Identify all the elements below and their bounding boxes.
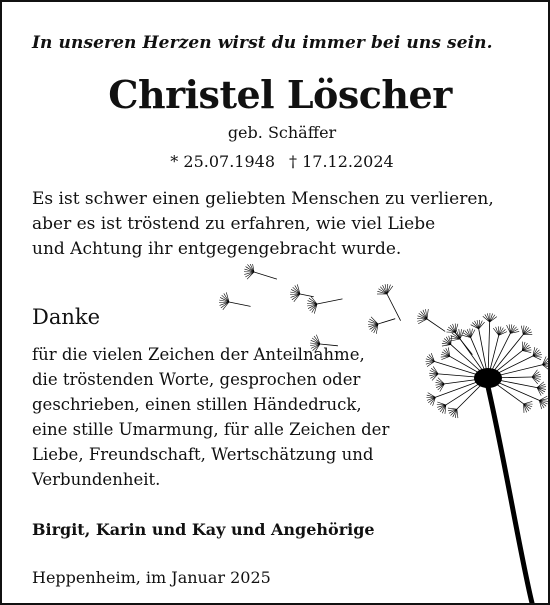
quote-line: und Achtung ihr entgegengebracht wurde. — [32, 239, 402, 259]
thanks-line: geschrieben, einen stillen Händedruck, — [32, 395, 362, 414]
quote-line: Es ist schwer einen geliebten Menschen zu verlieren, — [32, 189, 494, 209]
signers-line: Birgit, Karin und Kay und Angehörige — [32, 520, 375, 539]
thanks-line: eine stille Umarmung, für alle Zeichen der — [32, 420, 390, 439]
quote-block — [32, 187, 542, 262]
thanks-text — [32, 342, 389, 492]
dandelion-seeds-icon — [425, 313, 548, 418]
thanks-line: die tröstenden Worte, gesprochen oder — [32, 370, 361, 389]
birth-date: * 25.07.1948 — [170, 152, 275, 171]
thanks-line: Liebe, Freundschaft, Wertschätzung und — [32, 445, 374, 464]
birth-name: geb. Schäffer — [227, 123, 337, 142]
thanks-heading: Danke — [32, 305, 101, 329]
thanks-line: für die vielen Zeichen der Anteilnahme, — [32, 345, 365, 364]
deceased-name: Christel Löscher — [108, 72, 452, 117]
life-dates — [2, 152, 550, 171]
motto-line: In unseren Herzen wirst du immer bei uns sein. — [32, 33, 493, 53]
thanks-line: Verbundenheit. — [32, 470, 161, 489]
place-date: Heppenheim, im Januar 2025 — [32, 568, 271, 587]
quote-line: aber es ist tröstend zu erfahren, wie viel Liebe — [32, 214, 436, 234]
death-date: † 17.12.2024 — [289, 152, 394, 171]
